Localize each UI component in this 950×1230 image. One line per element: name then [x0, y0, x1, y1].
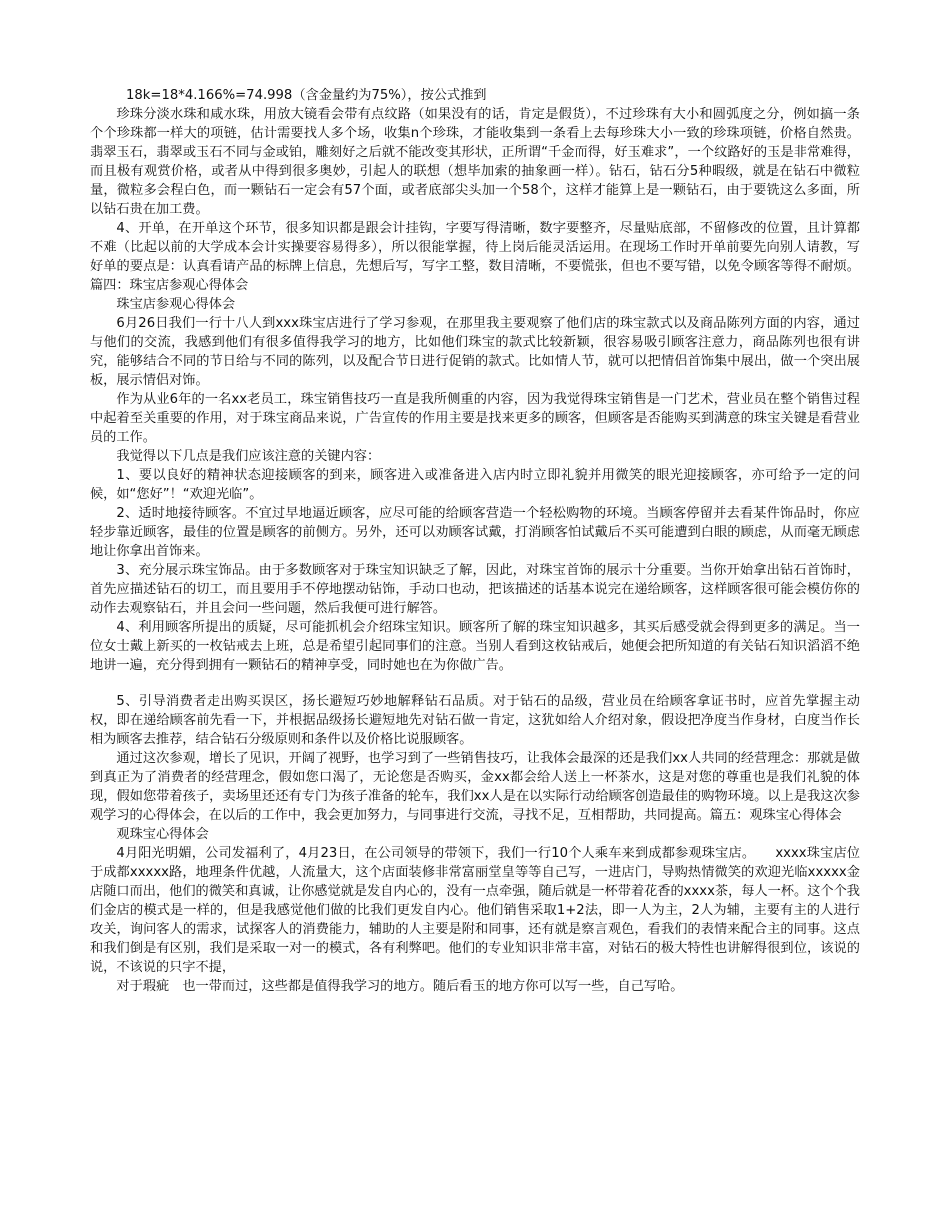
paragraph-pearl-jade-diamond: 珍珠分淡水珠和咸水珠，用放大镜看会带有点纹路（如果没有的话，肯定是假货），不过珍珠有大小和圆弧度之分，例如搞一条个个珍珠都一样大的项链，估计需要找人多个场，收集n个珍珠，才能收集到一条看上去每珍珠大小一致的珍珠项链，价格自然贵。翡翠玉石，翡翠或玉石不同与金或铂，雕刻好之后就不能改变其形状，正所谓“千金而得，好玉难求”，一个纹路好的玉是非常难得，而且极有观赏价格，或者从中得到很多奥妙，引起人的联想（想毕加索的抽象画一样）。钻石，钻石分5种暇级，就是在钻石中微粒量，微粒多会程白色，而一颗钻石一定会有57个面，或者底部尖头加一个58个，这样才能算上是一颗钻石，由于要铣这么多面，所以钻石贵在加工费。	[90, 107, 860, 217]
paragraph-point-5: 5、引导消费者走出购买误区，扬长避短巧妙地解释钻石品质。对于钻石的品级，营业员在给顾客拿证书时，应首先掌握主动权，即在递给顾客前先看一下，并根据品级扬长避短地先对钻石做一肯定，这犹如给人介绍对象，假设把净度当作身材，白度当作长相为顾客去推荐，结合钻石分级原则和条件以及价格比说服顾客。	[90, 694, 860, 747]
paragraph-chengdu-visit: 4月阳光明媚，公司发福利了，4月23日，在公司领导的带领下，我们一行10个人乘车来到成都参观珠宝店。 xxxx珠宝店位于成都xxxxx路，地理条件优越，人流量大，这个店面装修非常富丽堂皇等等自己写，一进店门，导购热情微笑的欢迎光临xxxxx金店随口而出，他们的微笑和真诚，让你感觉就是发自内心的，没有一点牵强，随后就是一杯带着花香的xxxx茶，每人一杯。这个个我们金店的模式是一样的，但是我感觉他们做的比我们更发自内心。他们销售采取1+2法，即一人为主，2人为辅，主要有主的人进行攻关，询问客人的需求，试探客人的消费能力，辅助的人主要是附和同事，还有就是察言观色，看我们的表情来配合主的同事。这点和我们倒是有区别，我们是采取一对一的模式，各有利弊吧。他们的专业知识非常丰富，对钻石的极大特性也讲解得很到位，该说的说，不该说的只字不提，	[90, 846, 860, 975]
section-title-jewelry: 观珠宝心得体会	[116, 827, 209, 842]
paragraph-visit-intro: 6月26日我们一行十八人到xxx珠宝店进行了学习参观，在那里我主要观察了他们店的珠宝款式以及商品陈列方面的内容，通过与他们的交流，我感到他们有很多值得我学习的地方，比如他们珠宝的款式比较新颖，很容易吸引顾客注意力，商品陈列也很有讲究，能够结合不同的节日给与不同的陈列，以及配合节日进行促销的款式。比如情人节，就可以把情侣首饰集中展出，做一个突出展板，展示情侣对饰。	[90, 316, 860, 388]
paragraph-billing: 4、开单，在开单这个环节，很多知识都是跟会计挂钩，字要写得清晰，数字要整齐，尽量贴底部，不留修改的位置，且计算都不难（比起以前的大学成本会计实操要容易得多），所以很能掌握，待上岗后能灵活运用。在现场工作时开单前要先向别人请教，写好单的要点是：认真看请产品的标牌上信息，先想后写，写字工整，数目清晰，不要慌张，但也不要写错，以免令顾客等得不耐烦。篇四：珠宝店参观心得体会	[90, 221, 860, 293]
document-body	[90, 86, 860, 996]
paragraph-point-2: 2、适时地接待顾客。不宜过早地逼近顾客，应尽可能的给顾客营造一个轻松购物的环境。当顾客停留并去看某件饰品时，你应轻步靠近顾客，最佳的位置是顾客的前侧方。另外，还可以劝顾客试戴，打消顾客怕试戴后不买可能遭到白眼的顾虑，从而毫无顾虑地让你拿出首饰来。	[90, 506, 860, 559]
paragraph-point-1: 1、要以良好的精神状态迎接顾客的到来，顾客进入或准备进入店内时立即礼貌并用微笑的眼光迎接顾客，亦可给予一定的问候，如“您好”！“欢迎光临”。	[90, 468, 860, 502]
paragraph-point-3: 3、充分展示珠宝饰品。由于多数顾客对于珠宝知识缺乏了解，因此，对珠宝首饰的展示十分重要。当你开始拿出钻石首饰时，首先应描述钻石的切工，而且要用手不停地摆动钻饰，手动口也动，把该描述的话基本说完在递给顾客，这样顾客很可能会模仿你的动作去观察钻石，并且会问一些问题，然后我便可进行解答。	[90, 563, 860, 616]
paragraph-closing: 对于瑕疵 也一带而过，这些都是值得我学习的地方。随后看玉的地方你可以写一些，自己写哈。	[116, 979, 684, 994]
section-title-visit: 珠宝店参观心得体会	[116, 297, 236, 312]
paragraph-sales-art: 作为从业6年的一名xx老员工，珠宝销售技巧一直是我所侧重的内容，因为我觉得珠宝销售是一门艺术，营业员在整个销售过程中起着至关重要的作用，对于珠宝商品来说，广告宣传的作用主要是找来更多的顾客，但顾客是否能购买到满意的珠宝关键是看营业员的工作。	[90, 392, 860, 445]
paragraph-key-points-intro: 我觉得以下几点是我们应该注意的关键内容：	[116, 449, 381, 464]
paragraph-point-4: 4、利用顾客所提出的质疑，尽可能抓机会介绍珠宝知识。顾客所了解的珠宝知识越多，其买后感受就会得到更多的满足。当一位女士戴上新买的一枚钻戒去上班，总是希望引起同事们的注意。当别人看到这枚钻戒后，她便会把所知道的有关钻石知识滔滔不绝地讲一遍，充分得到拥有一颗钻石的精神享受，同时她也在为你做广告。	[90, 620, 860, 673]
formula-line: 18k=18*4.166%=74.998（含金量约为75%），按公式推到	[126, 88, 487, 103]
paragraph-summary: 通过这次参观，增长了见识，开阔了视野，也学习到了一些销售技巧，让我体会最深的还是我们xx人共同的经营理念：那就是做到真正为了消费者的经营理念，假如您口渴了，无论您是否购买，金xx都会给人送上一杯茶水，这是对您的尊重也是我们礼貌的体现，假如您带着孩子，卖场里还还有专门为孩子准备的轮车，我们xx人是在以实际行动给顾客创造最佳的购物环境。以上是我这次参观学习的心得体会，在以后的工作中，我会更加努力，与同事进行交流，寻找不足，互相帮助，共同提高。篇五：观珠宝心得体会	[90, 751, 860, 823]
